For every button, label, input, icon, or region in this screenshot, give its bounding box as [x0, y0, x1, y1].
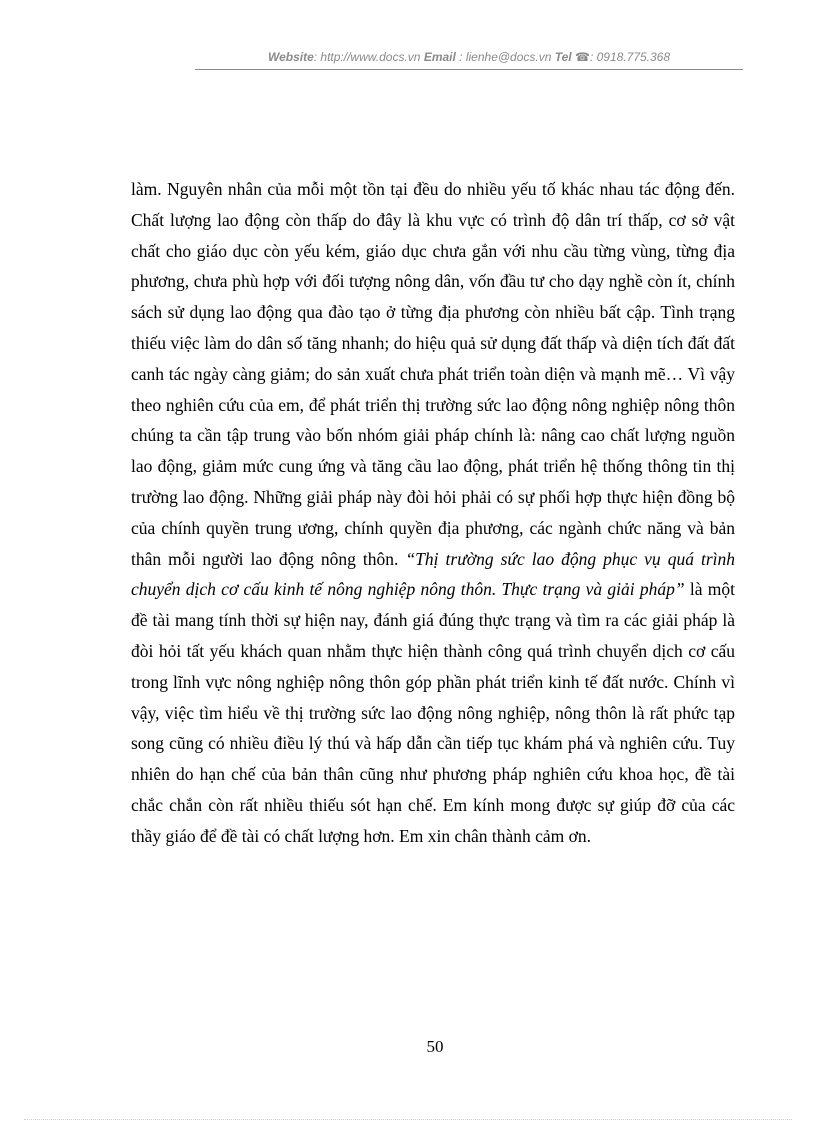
body-text-part-2: là một đề tài mang tính thời sự hiện nay, đánh giá đúng thực trạng và tìm ra các giải pháp là đòi hỏi tất yếu khách quan nhằm thực hiện thành công quá trình chuyển dịch cơ cấu trong lĩnh vực nông nghiệp nông thôn góp phần phát triển kinh tế đất nước. Chính vì vậy, việc tìm hiểu về thị trường sức lao động nông nghiệp, nông thôn là rất phức tạp song cũng có nhiều điều lý thú và hấp dẫn cần tiếp tục khám phá và nghiên cứu. Tuy nhiên do hạn chế của bản thân cũng như phương pháp nghiên cứu khoa học, đề tài chắc chắn còn rất nhiều thiếu sót hạn chế. Em kính mong được sự giúp đỡ của các thầy giáo để đề tài có chất lượng hơn. Em xin chân thành cảm ơn. — [131, 579, 735, 846]
phone-icon: ☎ — [575, 50, 590, 64]
tel-value: : 0918.775.368 — [589, 50, 671, 64]
header-divider — [195, 69, 743, 70]
page-header — [195, 50, 743, 64]
body-text-part-1: làm. Nguyên nhân của mỗi một tồn tại đều do nhiều yếu tố khác nhau tác động đến. Chất lượng lao động còn thấp do đây là khu vực có trình độ dân trí thấp, cơ sở vật chất cho giáo dục còn yếu kém, giáo dục chưa gắn với nhu cầu từng vùng, từng địa phương, chưa phù hợp với đối tượng nông dân, vốn đầu tư cho dạy nghề còn ít, chính sách sử dụng lao động qua đào tạo ở từng địa phương còn nhiều bất cập. Tình trạng thiếu việc làm do dân số tăng nhanh; do hiệu quả sử dụng đất thấp và diện tích đất đất canh tác ngày càng giảm; do sản xuất chưa phát triển toàn diện và mạnh mẽ… Vì vậy theo nghiên cứu của em, để phát triển thị trường sức lao động nông nghiệp nông thôn chúng ta cần tập trung vào bốn nhóm giải pháp chính là: nâng cao chất lượng nguồn lao động, giảm mức cung ứng và tăng cầu lao động, phát triển hệ thống thông tin thị trường lao động. Những giải pháp này đòi hỏi phải có sự phối hợp thực hiện đồng bộ của chính quyền trung ương, chính quyền địa phương, các ngành chức năng và bản thân mỗi người lao động nông thôn. — [131, 179, 735, 569]
tel-label: Tel — [554, 50, 572, 64]
page-bottom-divider — [24, 1119, 792, 1120]
website-label: Website — [267, 50, 314, 64]
body-paragraph — [131, 174, 735, 852]
page-number: 50 — [426, 1037, 444, 1056]
body-italic-title: “Thị trường sức lao động phục vụ quá trình chuyển dịch cơ cấu kinh tế nông nghiệp nông thôn. Thực trạng và giải pháp” — [131, 548, 735, 600]
email-value: : lienhe@docs.vn — [459, 50, 552, 64]
email-label: Email — [423, 50, 456, 64]
website-value: : http://www.docs.vn — [313, 50, 421, 64]
